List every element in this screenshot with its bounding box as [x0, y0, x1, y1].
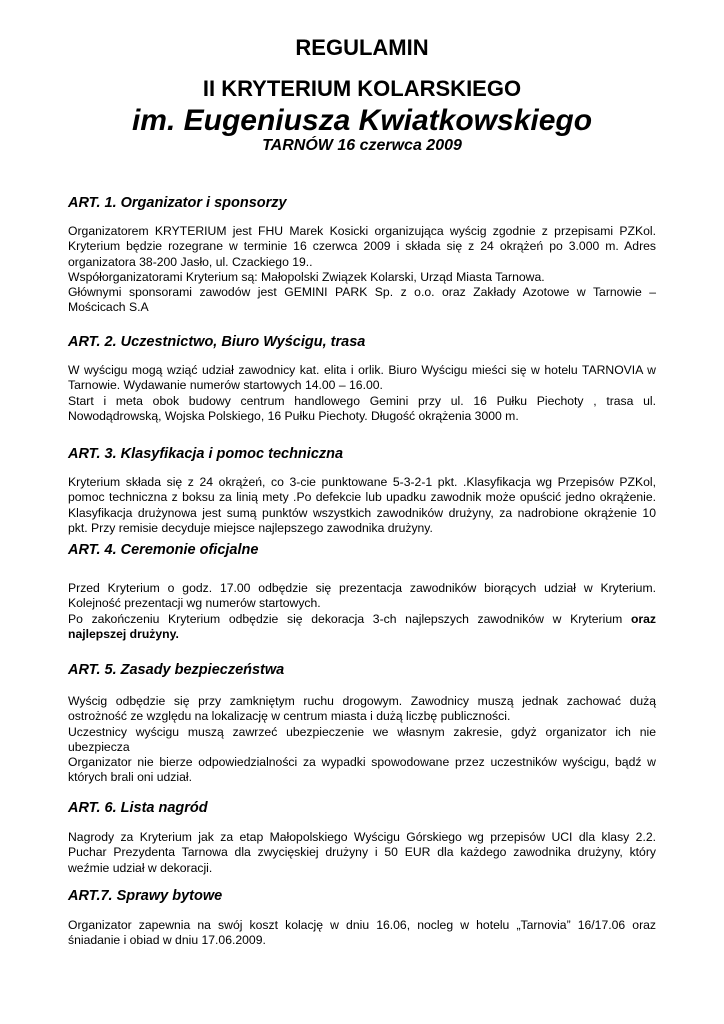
event-title: II KRYTERIUM KOLARSKIEGO	[202, 76, 522, 101]
article-6-heading: ART. 6. Lista nagród	[68, 800, 208, 816]
article-6-line: Puchar Prezydenta Tarnowa dla zwycięskiej drużyny i 50 EUR dla każdego zawodnika drużyny, który	[68, 845, 656, 860]
article-5-line: których brali oni udział.	[68, 770, 192, 785]
article-1-line: Głównymi sponsorami zawodów jest GEMINI PARK Sp. z o.o. oraz Zakłady Azotowe w Tarnowie –	[68, 285, 656, 300]
article-4-line: Przed Kryterium o godz. 17.00 odbędzie się prezentacja zawodników biorących udział w Kryterium.	[68, 581, 656, 595]
event-patron-name: im. Eugeniusza Kwiatkowskiego	[131, 104, 593, 137]
article-4-bold-line: najlepszej drużyny.	[68, 626, 179, 641]
article-3-line: pomoc techniczna z boksu za linią mety .Po defekcie lub upadku zawodnik może opuścić jedno okrążenie.	[68, 490, 656, 505]
article-3-heading: ART. 3. Klasyfikacja i pomoc techniczna	[68, 446, 344, 462]
document-title: REGULAMIN	[295, 35, 429, 60]
article-4-body	[68, 581, 656, 642]
article-5-line: Organizator nie bierze odpowiedzialności za wypadki spowodowane przez uczestników wyścigu, bądź w	[68, 755, 656, 770]
article-7-line: Organizator zapewnia na swój koszt kolację w dniu 16.06, nocleg w hotelu „Tarnovia” 16/17.06 oraz	[68, 918, 656, 932]
article-4-bold-text: oraz	[630, 611, 656, 626]
article-2-line: Start i meta obok budowy centrum handlowego Gemini przy ul. 16 Pułku Piechoty , trasa ul.	[68, 393, 656, 408]
article-5-line: ostrożność ze względu na lokalizację w centrum miasta i dużą liczbę publiczności.	[68, 709, 511, 724]
article-7	[68, 887, 656, 949]
article-4-line: Kolejność prezentacji wg numerów startowych.	[68, 596, 321, 611]
event-place-date: TARNÓW 16 czerwca 2009	[262, 137, 462, 154]
article-5-body	[68, 694, 656, 786]
article-5-line: Wyścig odbędzie się przy zamkniętym ruchu drogowym. Zawodnicy muszą jednak zachować dużą	[68, 694, 656, 708]
article-3-line: Kryterium składa się z 24 okrążeń, co 3-cie punktowane 5-3-2-1 pkt. .Klasyfikacja wg Przepisów PZKol,	[68, 475, 656, 489]
article-3-line: Klasyfikacja drużynowa jest sumą punktów wszystkich zawodników drużyny, za nadrobione okrążenie 10	[68, 505, 656, 520]
article-2	[68, 333, 656, 424]
article-1-line: Kryterium będzie rozegrane w terminie 16 czerwca 2009 i składa się z 24 okrążeń po 3.000 m. Adres	[68, 239, 656, 254]
article-1-line: Mościcach S.A	[68, 300, 149, 315]
article-1-line: Współorganizatorami Kryterium są: Małopolski Związek Kolarski, Urząd Miasta Tarnowa.	[68, 269, 545, 284]
article-6	[68, 799, 656, 876]
article-4-heading: ART. 4. Ceremonie oficjalne	[68, 542, 259, 558]
article-7-heading: ART.7. Sprawy bytowe	[68, 888, 223, 904]
article-3-body	[68, 475, 656, 536]
article-2-line: Tarnowie. Wydawanie numerów startowych 14.00 – 16.00.	[68, 378, 383, 393]
article-4-line	[68, 612, 656, 627]
article-5-heading: ART. 5. Zasady bezpieczeństwa	[68, 662, 285, 678]
article-1	[68, 194, 656, 316]
article-1-body	[68, 224, 656, 316]
article-1-line: organizatora 38-200 Jasło, ul. Czackiego 19..	[68, 254, 313, 269]
article-7-line: śniadanie i obiad w dniu 17.06.2009.	[68, 933, 266, 948]
article-6-body	[68, 830, 656, 876]
article-4-line-text: Po zakończeniu Kryterium odbędzie się dekoracja 3-ch najlepszych zawodników w Kryterium	[68, 611, 623, 626]
article-5-line: ubezpiecza	[68, 739, 130, 754]
article-5	[68, 661, 656, 786]
article-7-body	[68, 918, 656, 949]
article-3-line: pkt. Przy remisie decyduje miejsce najlepszego zawodnika drużyny.	[68, 520, 433, 535]
article-5-line: Uczestnicy wyścigu muszą zawrzeć ubezpieczenie we własnym zakresie, gdyż organizator ich nie	[68, 724, 656, 739]
article-4	[68, 541, 656, 642]
article-2-body	[68, 363, 656, 424]
article-3	[68, 445, 656, 536]
article-1-line: Organizatorem KRYTERIUM jest FHU Marek Kosicki organizująca wyścig zgodnie z przepisami PZKol.	[68, 224, 656, 238]
article-6-line: Nagrody za Kryterium jak za etap Małopolskiego Wyścigu Górskiego wg przepisów UCI dla klasy 2.2.	[68, 830, 656, 844]
article-1-heading: ART. 1. Organizator i sponsorzy	[68, 195, 287, 211]
article-6-line: weźmie udział w dekoracji.	[68, 860, 213, 875]
article-2-line: W wyścigu mogą wziąć udział zawodnicy kat. elita i orlik. Biuro Wyścigu mieści się w hotelu TARNOVIA w	[68, 363, 656, 377]
article-2-line: Nowodądrowską, Wojska Polskiego, 16 Pułku Piechoty. Długość okrążenia 3000 m.	[68, 408, 519, 423]
article-2-heading: ART. 2. Uczestnictwo, Biuro Wyścigu, trasa	[68, 334, 366, 350]
